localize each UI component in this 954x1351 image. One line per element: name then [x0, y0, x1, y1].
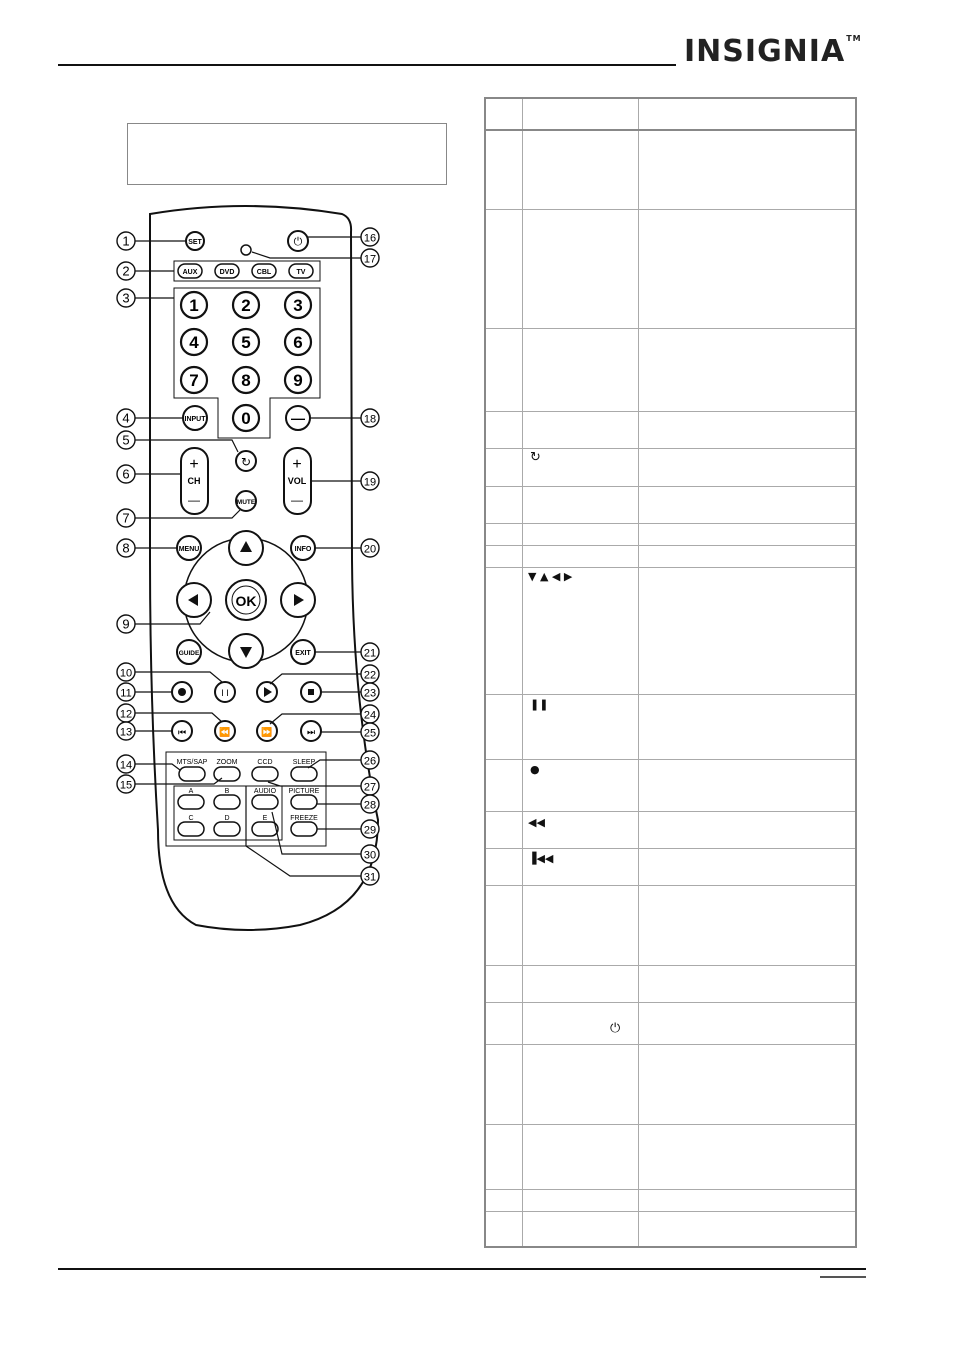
insignia-logo	[684, 34, 862, 69]
callout-30-label: 30	[363, 849, 377, 862]
callout-21	[361, 643, 379, 661]
digit-8-button[interactable]	[233, 367, 259, 393]
skip-forward-button[interactable]	[301, 721, 321, 741]
callout-25	[361, 723, 379, 741]
menu-button[interactable]	[177, 536, 201, 560]
svg-text:B: B	[224, 788, 230, 795]
svg-text:INFO: INFO	[294, 546, 312, 553]
digit-6-button[interactable]	[285, 329, 311, 355]
svg-text:EXIT: EXIT	[295, 650, 311, 657]
tv-button[interactable]	[289, 264, 313, 278]
callout-26	[361, 751, 379, 769]
callout-3-label: 3	[122, 290, 130, 306]
rewind-icon: ◀◀	[528, 816, 545, 829]
logo-text-prefix: INS	[684, 34, 745, 69]
callout-4-label: 4	[122, 410, 130, 426]
cbl-button[interactable]	[252, 264, 276, 278]
callout-10	[117, 663, 135, 681]
callout-15-label: 15	[119, 779, 133, 792]
dash-button[interactable]	[286, 406, 310, 430]
digit-0-button[interactable]	[233, 405, 259, 431]
svg-text:+: +	[189, 456, 199, 473]
digit-9-label: 9	[293, 371, 303, 390]
svg-text:—: —	[291, 410, 305, 426]
sleep-button[interactable]	[291, 759, 317, 781]
svg-text:INPUT: INPUT	[184, 416, 206, 423]
dvd-button[interactable]	[215, 264, 239, 278]
svg-text:FREEZE: FREEZE	[290, 815, 318, 822]
digit-7-label: 7	[189, 371, 199, 390]
table-row-divider	[486, 411, 855, 412]
up-arrow-button[interactable]	[229, 531, 263, 565]
digit-4-label: 4	[189, 333, 199, 352]
callout-22	[361, 665, 379, 683]
callout-27-label: 27	[363, 781, 377, 794]
header-rule	[58, 64, 676, 66]
callout-23	[361, 683, 379, 701]
callout-29-label: 29	[363, 824, 377, 837]
svg-text:MENU: MENU	[178, 546, 200, 553]
table-row-divider	[486, 1189, 855, 1190]
callout-23-label: 23	[363, 687, 377, 700]
table-row-divider	[486, 848, 855, 849]
digit-2-button[interactable]	[233, 292, 259, 318]
callout-29	[361, 820, 379, 838]
digit-5-label: 5	[241, 333, 251, 352]
table-row-divider	[486, 545, 855, 546]
callout-16-label: 16	[363, 232, 377, 245]
mute-button[interactable]	[236, 491, 256, 511]
table-row-divider	[486, 129, 855, 131]
callout-8	[117, 539, 135, 557]
callout-31	[361, 867, 379, 885]
callout-26-label: 26	[363, 755, 377, 768]
svg-text:CH: CH	[187, 476, 201, 486]
callout-20-label: 20	[363, 543, 377, 556]
power-button[interactable]	[288, 231, 308, 251]
callout-28-label: 28	[363, 799, 377, 812]
table-row-divider	[486, 567, 855, 568]
svg-text:AUX: AUX	[182, 269, 198, 276]
callout-2	[117, 262, 135, 280]
footer-rule	[58, 1268, 866, 1270]
digit-1-button[interactable]	[181, 292, 207, 318]
callout-11	[117, 683, 135, 701]
digit-8-label: 8	[241, 371, 251, 390]
table-row-divider	[486, 759, 855, 760]
callout-17	[361, 249, 379, 267]
callout-20	[361, 539, 379, 557]
digit-2-label: 2	[241, 296, 251, 315]
input-button[interactable]	[183, 406, 207, 430]
svg-text:CBL: CBL	[256, 269, 272, 276]
recall-icon: ↻	[530, 450, 541, 465]
callout-24	[361, 705, 379, 723]
callout-18-label: 18	[363, 413, 377, 426]
callout-22-label: 22	[363, 669, 377, 682]
callout-3	[117, 289, 135, 307]
digit-0-label: 0	[241, 409, 251, 428]
key-description-table	[484, 97, 857, 1248]
table-row-divider	[486, 523, 855, 524]
table-row-divider	[486, 448, 855, 449]
play-button[interactable]	[257, 682, 277, 702]
svg-text:—: —	[188, 493, 200, 507]
callout-31-label: 31	[363, 871, 377, 884]
callout-15	[117, 775, 135, 793]
callout-9	[117, 615, 135, 633]
callout-10-label: 10	[119, 667, 133, 680]
callout-12	[117, 704, 135, 722]
callout-19-label: 19	[363, 476, 377, 489]
svg-text:GUIDE: GUIDE	[178, 650, 200, 657]
fast-forward-icon: ⏩	[261, 728, 273, 738]
table-col-divider-1	[522, 99, 523, 1246]
callout-6	[117, 465, 135, 483]
callout-28	[361, 795, 379, 813]
svg-text:SET: SET	[188, 239, 202, 246]
digit-5-button[interactable]	[233, 329, 259, 355]
callout-7	[117, 509, 135, 527]
callout-27	[361, 777, 379, 795]
svg-text:PICTURE: PICTURE	[288, 788, 320, 795]
pause-button[interactable]	[215, 682, 235, 702]
svg-text:+: +	[292, 456, 302, 473]
skip-forward-icon: ⏭	[306, 728, 316, 738]
callout-16	[361, 228, 379, 246]
callout-7-label: 7	[122, 510, 130, 526]
callout-6-label: 6	[122, 466, 130, 482]
callout-12-label: 12	[119, 708, 133, 721]
channel-rocker[interactable]	[181, 448, 208, 514]
freeze-button[interactable]	[290, 815, 318, 836]
logo-text-i: I	[744, 34, 758, 69]
svg-text:D: D	[224, 815, 230, 822]
note-box	[127, 123, 447, 185]
callout-5-label: 5	[122, 432, 130, 448]
svg-text:TV: TV	[296, 269, 306, 276]
mts-sap-button[interactable]	[177, 759, 208, 781]
logo-text-suffix: GNIA	[757, 34, 846, 69]
stop-button[interactable]	[301, 682, 321, 702]
trademark-mark: TM	[846, 34, 862, 43]
callout-9-label: 9	[122, 616, 130, 632]
digit-1-label: 1	[189, 296, 199, 315]
svg-text:AUDIO: AUDIO	[253, 788, 277, 795]
table-col-divider-2	[638, 99, 639, 1246]
stop-icon	[308, 689, 314, 695]
callout-5	[117, 431, 135, 449]
svg-text:—: —	[291, 493, 303, 507]
callout-24-label: 24	[363, 709, 377, 722]
digit-9-button[interactable]	[285, 367, 311, 393]
callout-14	[117, 755, 135, 773]
callout-14-label: 14	[119, 759, 133, 772]
table-row-divider	[486, 1124, 855, 1125]
callout-17-label: 17	[363, 253, 377, 266]
callout-1	[117, 232, 135, 250]
audio-button[interactable]	[252, 788, 278, 809]
callout-25-label: 25	[363, 727, 377, 740]
recall-icon: ↻	[240, 455, 252, 469]
table-row-divider	[486, 885, 855, 886]
record-icon: ●	[530, 763, 540, 776]
callout-4	[117, 409, 135, 427]
table-row-divider	[486, 694, 855, 695]
table-row-divider	[486, 328, 855, 329]
svg-text:OK: OK	[235, 593, 257, 609]
left-arrow-button[interactable]	[177, 583, 211, 617]
remote-control-diagram	[100, 195, 400, 935]
callout-13-label: 13	[119, 726, 133, 739]
digit-7-button[interactable]	[181, 367, 207, 393]
recall-button[interactable]	[236, 451, 256, 471]
footer-mark	[820, 1276, 866, 1278]
table-row-divider	[486, 1211, 855, 1212]
zoom-button[interactable]	[214, 759, 240, 781]
svg-text:ZOOM: ZOOM	[216, 759, 238, 766]
digit-3-button[interactable]	[285, 292, 311, 318]
callout-21-label: 21	[363, 647, 377, 660]
digit-4-button[interactable]	[181, 329, 207, 355]
power-icon: ⏻	[610, 1021, 621, 1036]
callout-30	[361, 845, 379, 863]
svg-text:C: C	[188, 815, 194, 822]
arrow-keys-icon: ▼ ▲ ◀ ▶	[528, 570, 573, 583]
guide-button[interactable]	[177, 640, 201, 664]
rewind-button[interactable]	[215, 721, 235, 741]
svg-text:VOL: VOL	[287, 476, 307, 486]
info-button[interactable]	[291, 536, 315, 560]
volume-rocker[interactable]	[284, 448, 311, 514]
skip-back-icon: ⏮	[177, 728, 187, 738]
pause-icon: I I	[221, 688, 229, 698]
digit-6-label: 6	[293, 333, 303, 352]
down-arrow-button[interactable]	[229, 634, 263, 668]
rewind-icon: ⏪	[219, 728, 231, 738]
exit-button[interactable]	[291, 640, 315, 664]
callout-8-label: 8	[122, 540, 130, 556]
skip-back-icon: ▐◀◀	[528, 852, 554, 865]
ok-button[interactable]	[226, 580, 266, 620]
svg-text:CCD: CCD	[257, 759, 273, 766]
svg-text:MUTE: MUTE	[236, 499, 256, 506]
table-row-divider	[486, 965, 855, 966]
svg-text:MTS/SAP: MTS/SAP	[176, 759, 208, 766]
callout-19	[361, 472, 379, 490]
pause-icon: ❚❚	[530, 698, 549, 711]
record-icon	[178, 688, 186, 696]
callout-2-label: 2	[122, 263, 130, 279]
callout-1-label: 1	[122, 233, 130, 249]
set-button[interactable]	[186, 232, 204, 250]
callout-13	[117, 722, 135, 740]
picture-button[interactable]	[289, 788, 320, 809]
callout-18	[361, 409, 379, 427]
svg-text:E: E	[262, 815, 268, 822]
table-row-divider	[486, 486, 855, 487]
power-icon: ⏻	[293, 235, 303, 248]
table-row-divider	[486, 209, 855, 210]
table-row-divider	[486, 1044, 855, 1045]
record-button[interactable]	[172, 682, 192, 702]
fast-forward-button[interactable]	[257, 721, 277, 741]
table-row-divider	[486, 811, 855, 812]
svg-text:SLEEP: SLEEP	[292, 759, 316, 766]
indicator-led	[241, 245, 251, 255]
skip-back-button[interactable]	[172, 721, 192, 741]
callout-11-label: 11	[120, 687, 132, 700]
right-arrow-button[interactable]	[281, 583, 315, 617]
digit-3-label: 3	[293, 296, 303, 315]
svg-text:A: A	[188, 788, 194, 795]
aux-button[interactable]	[178, 264, 202, 278]
table-row-divider	[486, 1002, 855, 1003]
svg-text:DVD: DVD	[219, 269, 235, 276]
